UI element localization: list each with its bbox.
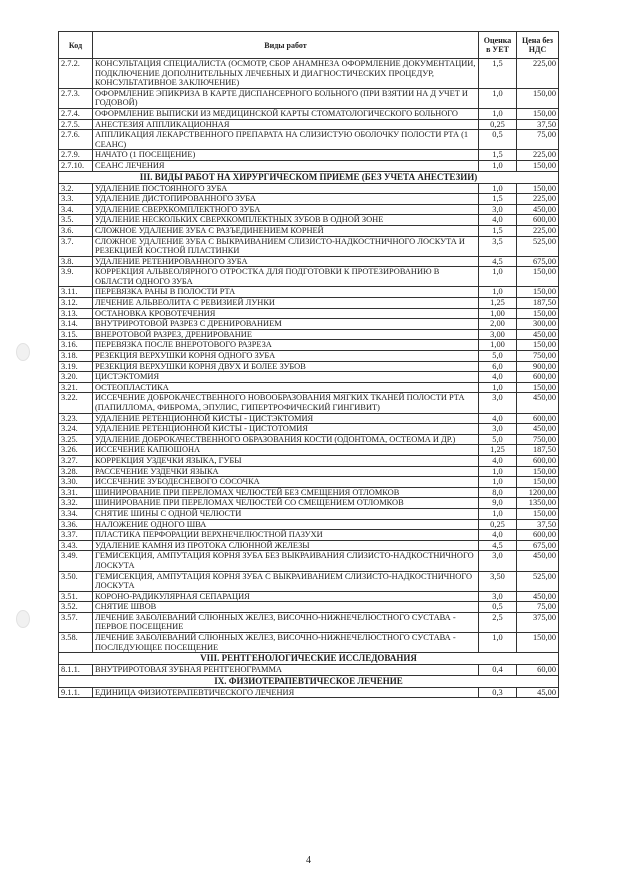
row-code: 3.5. — [59, 215, 93, 226]
row-code: 3.25. — [59, 434, 93, 445]
header-name: Виды работ — [93, 32, 479, 59]
row-name: ВНУТРИРОТОВАЯ ЗУБНАЯ РЕНТГЕНОГРАММА — [93, 665, 479, 676]
row-code: 3.57. — [59, 612, 93, 632]
row-code: 3.4. — [59, 204, 93, 215]
binder-hole — [16, 343, 30, 361]
row-code: 3.23. — [59, 413, 93, 424]
row-code: 8.1.1. — [59, 665, 93, 676]
table-row — [59, 551, 559, 571]
table-row — [59, 455, 559, 466]
row-uet: 1,0 — [479, 466, 517, 477]
table-row — [59, 287, 559, 298]
row-name: АНЕСТЕЗИЯ АППЛИКАЦИОННАЯ — [93, 119, 479, 130]
row-price: 450,00 — [517, 424, 559, 435]
row-price: 525,00 — [517, 236, 559, 256]
row-uet: 4,0 — [479, 530, 517, 541]
row-price: 225,00 — [517, 150, 559, 161]
row-uet: 4,0 — [479, 413, 517, 424]
row-code: 3.27. — [59, 455, 93, 466]
row-name: ИССЕЧЕНИЕ ДОБРОКАЧЕСТВЕННОГО НОВООБРАЗОВАНИЯ МЯГКИХ ТКАНЕЙ ПОЛОСТИ РТА (ПАПИЛЛОМА, ФИБРОМА, ЭПУЛИС, ГИПЕРТРОФИЧЕСКИЙ ГИНГИВИТ) — [93, 393, 479, 413]
table-row — [59, 298, 559, 309]
row-name: УДАЛЕНИЕ РЕТЕНЦИОННОЙ КИСТЫ - ЦИСТОТОМИЯ — [93, 424, 479, 435]
table-row — [59, 119, 559, 130]
row-code: 3.32. — [59, 498, 93, 509]
row-name: ОФОРМЛЕНИЕ ВЫПИСКИ ИЗ МЕДИЦИНСКОЙ КАРТЫ СТОМАТОЛОГИЧЕСКОГО БОЛЬНОГО — [93, 108, 479, 119]
header-code: Код — [59, 32, 93, 59]
table-row — [59, 256, 559, 267]
table-row — [59, 160, 559, 171]
row-code: 2.7.2. — [59, 59, 93, 89]
row-price: 450,00 — [517, 551, 559, 571]
row-price: 150,00 — [517, 108, 559, 119]
row-price: 525,00 — [517, 571, 559, 591]
row-name: ЕДИНИЦА ФИЗИОТЕРАПЕВТИЧЕСКОГО ЛЕЧЕНИЯ — [93, 687, 479, 698]
row-uet: 1,5 — [479, 150, 517, 161]
table-row — [59, 540, 559, 551]
row-code: 3.11. — [59, 287, 93, 298]
section-row — [59, 675, 559, 687]
row-code: 3.49. — [59, 551, 93, 571]
row-name: ЛЕЧЕНИЕ АЛЬВЕОЛИТА С РЕВИЗИЕЙ ЛУНКИ — [93, 298, 479, 309]
row-code: 3.19. — [59, 361, 93, 372]
row-name: РЕЗЕКЦИЯ ВЕРХУШКИ КОРНЯ ДВУХ И БОЛЕЕ ЗУБОВ — [93, 361, 479, 372]
row-code: 2.7.5. — [59, 119, 93, 130]
row-uet: 9,0 — [479, 498, 517, 509]
row-name: КОРРЕКЦИЯ АЛЬВЕОЛЯРНОГО ОТРОСТКА ДЛЯ ПОДГОТОВКИ К ПРОТЕЗИРОВАНИЮ В ОБЛАСТИ ОДНОГО ЗУБА — [93, 267, 479, 287]
row-name: СНЯТИЕ ШИНЫ С ОДНОЙ ЧЕЛЮСТИ — [93, 508, 479, 519]
table-row — [59, 340, 559, 351]
row-code: 3.58. — [59, 633, 93, 653]
row-uet: 3,0 — [479, 204, 517, 215]
table-row — [59, 236, 559, 256]
table-row — [59, 183, 559, 194]
row-uet: 0,5 — [479, 602, 517, 613]
row-uet: 4,5 — [479, 540, 517, 551]
row-code: 2.7.9. — [59, 150, 93, 161]
row-name: ЛЕЧЕНИЕ ЗАБОЛЕВАНИЙ СЛЮННЫХ ЖЕЛЕЗ, ВИСОЧНО-НИЖНЕЧЕЛЮСТНОГО СУСТАВА - ПЕРВОЕ ПОСЕЩЕНИЕ — [93, 612, 479, 632]
row-uet: 6,0 — [479, 361, 517, 372]
row-name: ЦИСТЭКТОМИЯ — [93, 372, 479, 383]
row-uet: 1,5 — [479, 59, 517, 89]
row-price: 600,00 — [517, 215, 559, 226]
header-price: Цена без НДС — [517, 32, 559, 59]
row-name: УДАЛЕНИЕ РЕТЕНИРОВАННОГО ЗУБА — [93, 256, 479, 267]
binder-holes — [16, 0, 36, 885]
row-uet: 1,0 — [479, 267, 517, 287]
row-name: ШИНИРОВАНИЕ ПРИ ПЕРЕЛОМАХ ЧЕЛЮСТЕЙ БЕЗ СМЕЩЕНИЯ ОТЛОМКОВ — [93, 487, 479, 498]
row-name: ОФОРМЛЕНИЕ ЭПИКРИЗА В КАРТЕ ДИСПАНСЕРНОГО БОЛЬНОГО (ПРИ ВЗЯТИИ НА Д УЧЕТ И ГОДОВОЙ) — [93, 88, 479, 108]
row-name: ИССЕЧЕНИЕ КАПЮШОНА — [93, 445, 479, 456]
row-code: 2.7.3. — [59, 88, 93, 108]
row-name: ГЕМИСЕКЦИЯ, АМПУТАЦИЯ КОРНЯ ЗУБА БЕЗ ВЫКРАИВАНИЯ СЛИЗИСТО-НАДКОСТНИЧНОГО ЛОСКУТА — [93, 551, 479, 571]
table-row — [59, 361, 559, 372]
row-uet: 1,0 — [479, 382, 517, 393]
row-code: 9.1.1. — [59, 687, 93, 698]
table-row — [59, 602, 559, 613]
row-name: КОНСУЛЬТАЦИЯ СПЕЦИАЛИСТА (ОСМОТР, СБОР АНАМНЕЗА ОФОРМЛЕНИЕ ДОКУМЕНТАЦИИ, ПОДКЛЮЧЕНИЕ ДОПОЛНИТЕЛЬНЫХ ЛЕЧЕБНЫХ И ДИАГНОСТИЧЕСКИХ ПРОЦЕДУР, КОНСУЛЬТАТИВНОЕ ЗАКЛЮЧЕНИЕ) — [93, 59, 479, 89]
binder-hole — [16, 610, 30, 628]
row-price: 150,00 — [517, 183, 559, 194]
table-row — [59, 329, 559, 340]
row-price: 187,50 — [517, 298, 559, 309]
row-code: 3.36. — [59, 519, 93, 530]
row-uet: 1,25 — [479, 445, 517, 456]
table-row — [59, 487, 559, 498]
row-price: 37,50 — [517, 119, 559, 130]
row-price: 375,00 — [517, 612, 559, 632]
row-uet: 1,0 — [479, 477, 517, 488]
row-price: 45,00 — [517, 687, 559, 698]
row-code: 3.14. — [59, 319, 93, 330]
table-row — [59, 150, 559, 161]
row-uet: 2,5 — [479, 612, 517, 632]
row-price: 600,00 — [517, 530, 559, 541]
table-row — [59, 88, 559, 108]
row-price: 675,00 — [517, 540, 559, 551]
row-code: 3.37. — [59, 530, 93, 541]
row-name: РАССЕЧЕНИЕ УЗДЕЧКИ ЯЗЫКА — [93, 466, 479, 477]
row-uet: 4,0 — [479, 372, 517, 383]
row-uet: 1,0 — [479, 108, 517, 119]
row-name: РЕЗЕКЦИЯ ВЕРХУШКИ КОРНЯ ОДНОГО ЗУБА — [93, 351, 479, 362]
row-price: 675,00 — [517, 256, 559, 267]
section-title: VIII. РЕНТГЕНОЛОГИЧЕСКИЕ ИССЛЕДОВАНИЯ — [59, 653, 559, 665]
row-name: УДАЛЕНИЕ ДОБРОКАЧЕСТВЕННОГО ОБРАЗОВАНИЯ КОСТИ (ОДОНТОМА, ОСТЕОМА И ДР.) — [93, 434, 479, 445]
row-uet: 0,3 — [479, 687, 517, 698]
row-code: 3.51. — [59, 591, 93, 602]
row-code: 3.26. — [59, 445, 93, 456]
row-name: СЛОЖНОЕ УДАЛЕНИЕ ЗУБА С ВЫКРАИВАНИЕМ СЛИЗИСТО-НАДКОСТНИЧНОГО ЛОСКУТА И РЕЗЕКЦИЕЙ КОСТНОЙ ПЛАСТИНКИ — [93, 236, 479, 256]
row-uet: 1,0 — [479, 287, 517, 298]
row-price: 750,00 — [517, 434, 559, 445]
row-uet: 4,0 — [479, 215, 517, 226]
row-price: 150,00 — [517, 88, 559, 108]
row-code: 3.9. — [59, 267, 93, 287]
table-row — [59, 633, 559, 653]
row-code: 3.31. — [59, 487, 93, 498]
row-uet: 0,5 — [479, 130, 517, 150]
row-price: 150,00 — [517, 308, 559, 319]
table-row — [59, 445, 559, 456]
row-uet: 4,5 — [479, 256, 517, 267]
row-code: 3.2. — [59, 183, 93, 194]
row-code: 3.20. — [59, 372, 93, 383]
row-code: 3.7. — [59, 236, 93, 256]
row-code: 3.21. — [59, 382, 93, 393]
row-uet: 1,0 — [479, 633, 517, 653]
row-price: 900,00 — [517, 361, 559, 372]
row-price: 300,00 — [517, 319, 559, 330]
table-row — [59, 130, 559, 150]
table-row — [59, 466, 559, 477]
price-table-header — [59, 32, 559, 59]
row-uet: 1,00 — [479, 308, 517, 319]
row-code: 3.3. — [59, 194, 93, 205]
page-number: 4 — [306, 855, 311, 866]
table-row — [59, 59, 559, 89]
row-name: АППЛИКАЦИЯ ЛЕКАРСТВЕННОГО ПРЕПАРАТА НА СЛИЗИСТУЮ ОБОЛОЧКУ ПОЛОСТИ РТА (1 СЕАНС) — [93, 130, 479, 150]
row-code: 3.6. — [59, 225, 93, 236]
row-price: 600,00 — [517, 413, 559, 424]
row-code: 2.7.4. — [59, 108, 93, 119]
row-uet: 0,25 — [479, 519, 517, 530]
row-uet: 1,0 — [479, 508, 517, 519]
row-price: 150,00 — [517, 633, 559, 653]
row-code: 3.34. — [59, 508, 93, 519]
row-code: 3.52. — [59, 602, 93, 613]
table-row — [59, 498, 559, 509]
row-uet: 1,5 — [479, 225, 517, 236]
row-name: ПЕРЕВЯЗКА ПОСЛЕ ВНЕРОТОВОГО РАЗРЕЗА — [93, 340, 479, 351]
table-row — [59, 372, 559, 383]
row-name: ОСТАНОВКА КРОВОТЕЧЕНИЯ — [93, 308, 479, 319]
row-uet: 0,25 — [479, 119, 517, 130]
row-name: УДАЛЕНИЕ РЕТЕНЦИОННОЙ КИСТЫ - ЦИСТЭКТОМИЯ — [93, 413, 479, 424]
table-row — [59, 382, 559, 393]
row-price: 450,00 — [517, 329, 559, 340]
row-uet: 1,25 — [479, 298, 517, 309]
table-row — [59, 508, 559, 519]
row-name: НАЛОЖЕНИЕ ОДНОГО ШВА — [93, 519, 479, 530]
row-code: 3.22. — [59, 393, 93, 413]
row-price: 450,00 — [517, 204, 559, 215]
row-uet: 3,5 — [479, 236, 517, 256]
row-code: 3.28. — [59, 466, 93, 477]
table-row — [59, 225, 559, 236]
section-row — [59, 653, 559, 665]
row-uet: 5,0 — [479, 351, 517, 362]
row-uet: 2,00 — [479, 319, 517, 330]
table-row — [59, 308, 559, 319]
row-price: 60,00 — [517, 665, 559, 676]
row-name: ВНУТРИРОТОВОЙ РАЗРЕЗ С ДРЕНИРОВАНИЕМ — [93, 319, 479, 330]
row-name: ПЕРЕВЯЗКА РАНЫ В ПОЛОСТИ РТА — [93, 287, 479, 298]
row-price: 225,00 — [517, 59, 559, 89]
table-row — [59, 351, 559, 362]
section-title: IX. ФИЗИОТЕРАПЕВТИЧЕСКОЕ ЛЕЧЕНИЕ — [59, 675, 559, 687]
row-uet: 3,50 — [479, 571, 517, 591]
table-row — [59, 413, 559, 424]
table-row — [59, 530, 559, 541]
table-row — [59, 687, 559, 698]
row-uet: 4,0 — [479, 455, 517, 466]
row-name: ЛЕЧЕНИЕ ЗАБОЛЕВАНИЙ СЛЮННЫХ ЖЕЛЕЗ, ВИСОЧНО-НИЖНЕЧЕЛЮСТНОГО СУСТАВА - ПОСЛЕДУЮЩЕЕ ПОСЕЩЕНИЕ — [93, 633, 479, 653]
row-name: УДАЛЕНИЕ КАМНЯ ИЗ ПРОТОКА СЛЮННОЙ ЖЕЛЕЗЫ — [93, 540, 479, 551]
table-row — [59, 477, 559, 488]
row-price: 150,00 — [517, 508, 559, 519]
table-row — [59, 424, 559, 435]
row-uet: 8,0 — [479, 487, 517, 498]
row-code: 3.43. — [59, 540, 93, 551]
row-code: 3.16. — [59, 340, 93, 351]
row-uet: 1,0 — [479, 183, 517, 194]
price-table — [58, 31, 559, 698]
row-uet: 3,0 — [479, 591, 517, 602]
row-name: ИССЕЧЕНИЕ ЗУБОДЕСНЕВОГО СОСОЧКА — [93, 477, 479, 488]
table-row — [59, 393, 559, 413]
table-row — [59, 519, 559, 530]
row-price: 600,00 — [517, 455, 559, 466]
row-price: 450,00 — [517, 393, 559, 413]
row-price: 1200,00 — [517, 487, 559, 498]
table-row — [59, 319, 559, 330]
row-price: 150,00 — [517, 340, 559, 351]
row-uet: 5,0 — [479, 434, 517, 445]
row-name: ОСТЕОПЛАСТИКА — [93, 382, 479, 393]
row-price: 600,00 — [517, 372, 559, 383]
row-name: СНЯТИЕ ШВОВ — [93, 602, 479, 613]
row-name: ГЕМИСЕКЦИЯ, АМПУТАЦИЯ КОРНЯ ЗУБА С ВЫКРАИВАНИЕМ СЛИЗИСТО-НАДКОСТНИЧНОГО ЛОСКУТА — [93, 571, 479, 591]
row-name: ШИНИРОВАНИЕ ПРИ ПЕРЕЛОМАХ ЧЕЛЮСТЕЙ СО СМЕЩЕНИЕМ ОТЛОМКОВ — [93, 498, 479, 509]
row-price: 150,00 — [517, 160, 559, 171]
row-name: СЛОЖНОЕ УДАЛЕНИЕ ЗУБА С РАЗЪЕДИНЕНИЕМ КОРНЕЙ — [93, 225, 479, 236]
row-price: 225,00 — [517, 225, 559, 236]
row-code: 3.12. — [59, 298, 93, 309]
table-row — [59, 108, 559, 119]
row-code: 3.30. — [59, 477, 93, 488]
row-name: УДАЛЕНИЕ ПОСТОЯННОГО ЗУБА — [93, 183, 479, 194]
row-price: 750,00 — [517, 351, 559, 362]
row-price: 75,00 — [517, 602, 559, 613]
row-code: 3.8. — [59, 256, 93, 267]
row-code: 2.7.10. — [59, 160, 93, 171]
row-name: УДАЛЕНИЕ НЕСКОЛЬКИХ СВЕРХКОМПЛЕКТНЫХ ЗУБОВ В ОДНОЙ ЗОНЕ — [93, 215, 479, 226]
price-table-body — [59, 59, 559, 698]
table-row — [59, 665, 559, 676]
row-uet: 3,00 — [479, 329, 517, 340]
row-code: 3.15. — [59, 329, 93, 340]
row-price: 1350,00 — [517, 498, 559, 509]
table-row — [59, 571, 559, 591]
row-code: 3.24. — [59, 424, 93, 435]
row-price: 150,00 — [517, 267, 559, 287]
row-uet: 1,0 — [479, 88, 517, 108]
row-name: КОРРЕКЦИЯ УЗДЕЧКИ ЯЗЫКА, ГУБЫ — [93, 455, 479, 466]
header-uet: Оценка в УЕТ — [479, 32, 517, 59]
row-name: КОРОНО-РАДИКУЛЯРНАЯ СЕПАРАЦИЯ — [93, 591, 479, 602]
table-row — [59, 591, 559, 602]
table-row — [59, 194, 559, 205]
row-uet: 1,0 — [479, 160, 517, 171]
table-row — [59, 612, 559, 632]
row-name: УДАЛЕНИЕ ДИСТОПИРОВАННОГО ЗУБА — [93, 194, 479, 205]
row-price: 150,00 — [517, 382, 559, 393]
row-code: 3.13. — [59, 308, 93, 319]
table-row — [59, 204, 559, 215]
row-price: 450,00 — [517, 591, 559, 602]
row-price: 75,00 — [517, 130, 559, 150]
row-uet: 0,4 — [479, 665, 517, 676]
row-price: 225,00 — [517, 194, 559, 205]
table-row — [59, 434, 559, 445]
row-price: 150,00 — [517, 466, 559, 477]
row-price: 37,50 — [517, 519, 559, 530]
section-title: III. ВИДЫ РАБОТ НА ХИРУРГИЧЕСКОМ ПРИЕМЕ (БЕЗ УЧЕТА АНЕСТЕЗИИ) — [59, 171, 559, 183]
row-name: ПЛАСТИКА ПЕРФОРАЦИИ ВЕРХНЕЧЕЛЮСТНОЙ ПАЗУХИ — [93, 530, 479, 541]
table-row — [59, 267, 559, 287]
row-uet: 3,0 — [479, 551, 517, 571]
row-name: ВНЕРОТОВОЙ РАЗРЕЗ, ДРЕНИРОВАНИЕ — [93, 329, 479, 340]
row-name: СЕАНС ЛЕЧЕНИЯ — [93, 160, 479, 171]
row-code: 3.50. — [59, 571, 93, 591]
table-row — [59, 215, 559, 226]
row-name: НАЧАТО (1 ПОСЕЩЕНИЕ) — [93, 150, 479, 161]
row-code: 2.7.6. — [59, 130, 93, 150]
row-price: 150,00 — [517, 477, 559, 488]
row-uet: 3,0 — [479, 424, 517, 435]
row-name: УДАЛЕНИЕ СВЕРХКОМПЛЕКТНОГО ЗУБА — [93, 204, 479, 215]
row-uet: 3,0 — [479, 393, 517, 413]
row-uet: 1,00 — [479, 340, 517, 351]
row-uet: 1,5 — [479, 194, 517, 205]
row-code: 3.18. — [59, 351, 93, 362]
row-price: 150,00 — [517, 287, 559, 298]
section-row — [59, 171, 559, 183]
row-price: 187,50 — [517, 445, 559, 456]
